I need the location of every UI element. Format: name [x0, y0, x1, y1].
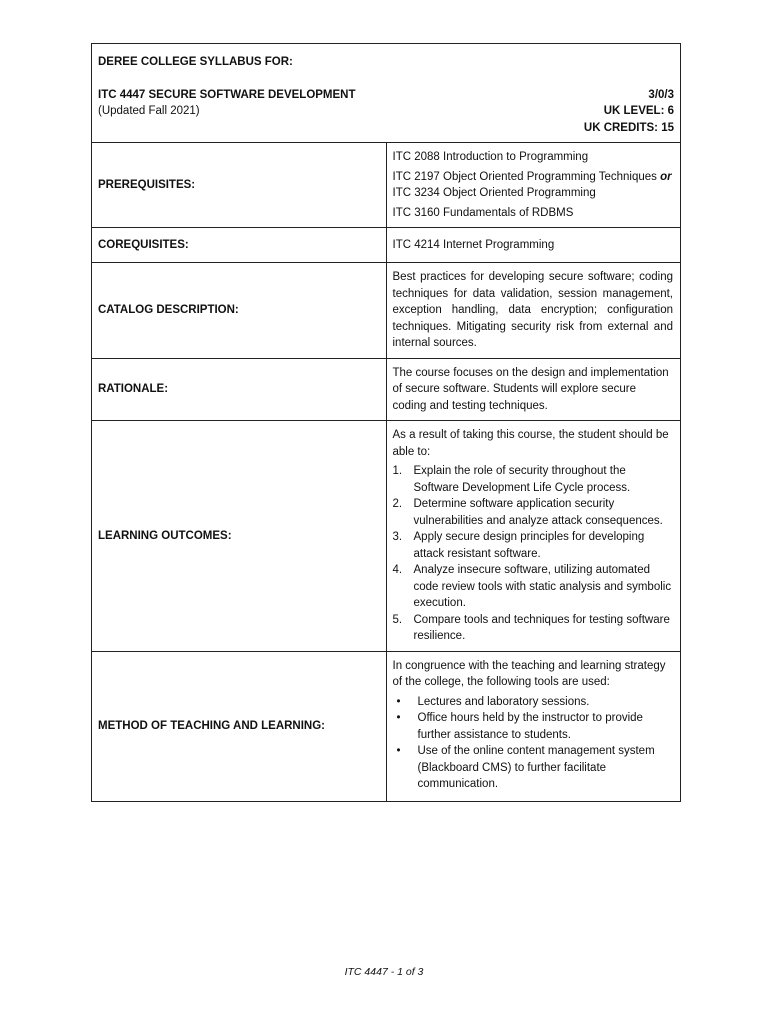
bullet-icon: •: [396, 695, 401, 708]
catalog-text: Best practices for developing secure software; coding techniques for data validation, session management, exception handling, data encryption; configuration techniques. Mitigating security risk from external and internal sources.: [386, 263, 681, 359]
prereq-item: ITC 2088 Introduction to Programming: [392, 151, 589, 163]
method-cell: [386, 651, 681, 801]
outcomes-cell: [386, 421, 681, 652]
uk-credits: UK CREDITS: 15: [583, 121, 674, 134]
page-footer: ITC 4447 - 1 of 3: [344, 966, 424, 978]
prerequisites-label: PREREQUISITES:: [92, 143, 387, 228]
college-line: DEREE COLLEGE SYLLABUS FOR:: [98, 56, 293, 68]
catalog-row: [92, 263, 681, 359]
method-label: METHOD OF TEACHING AND LEARNING:: [92, 651, 387, 801]
list-item: 5. Compare tools and techniques for testing software resilience.: [392, 613, 670, 642]
rationale-row: [92, 358, 681, 421]
list-item: • Lectures and laboratory sessions.: [393, 694, 674, 711]
credits-format: 3/0/3: [648, 88, 674, 101]
corequisites-row: [92, 228, 681, 263]
prerequisites-value: [386, 143, 681, 228]
list-item: • Office hours held by the instructor to provide further assistance to students.: [393, 710, 674, 743]
uk-level: UK LEVEL: 6: [603, 105, 674, 117]
corequisites-value: ITC 4214 Internet Programming: [386, 228, 681, 263]
prereq-item: ITC 2197 Object Oriented Programming Techniques or: [392, 170, 672, 183]
list-item: 1. Explain the role of security throughout the Software Development Life Cycle process.: [392, 465, 631, 494]
list-item: 4. Analyze insecure software, utilizing automated code review tools with static analysis and symbolic execution.: [392, 564, 672, 609]
list-item: 3. Apply secure design principles for developing attack resistant software.: [392, 531, 645, 560]
prereq-or: or: [660, 170, 672, 183]
prerequisites-row: [92, 143, 681, 228]
method-row: [92, 651, 681, 801]
syllabus-table: [91, 43, 681, 802]
updated-note: (Updated Fall 2021): [98, 105, 200, 117]
corequisites-label: COREQUISITES:: [92, 228, 387, 263]
list-item: • Use of the online content management system (Blackboard CMS) to further facilitate communication.: [393, 743, 674, 793]
list-item: 2. Determine software application security vulnerabilities and analyze attack consequences.: [392, 498, 663, 527]
outcomes-list: [393, 463, 674, 645]
prereq-item: ITC 3234 Object Oriented Programming: [392, 187, 596, 199]
prereq-item: ITC 3160 Fundamentals of RDBMS: [392, 206, 574, 219]
bullet-icon: •: [396, 745, 401, 757]
outcomes-row: [92, 421, 681, 652]
header-row: [92, 44, 681, 143]
rationale-label: RATIONALE:: [92, 358, 387, 421]
outcomes-intro: As a result of taking this course, the student should be able to:: [392, 429, 669, 458]
catalog-label: CATALOG DESCRIPTION:: [92, 263, 387, 359]
rationale-text: The course focuses on the design and implementation of secure software. Students will explore secure coding and testing techniques.: [386, 358, 681, 421]
outcomes-label: LEARNING OUTCOMES:: [92, 421, 387, 652]
method-list: [393, 694, 674, 793]
bullet-icon: •: [396, 712, 401, 724]
header-cell: [92, 44, 681, 143]
method-intro: In congruence with the teaching and learning strategy of the college, the following tools are used:: [392, 659, 666, 688]
course-title: ITC 4447 SECURE SOFTWARE DEVELOPMENT: [98, 88, 356, 101]
